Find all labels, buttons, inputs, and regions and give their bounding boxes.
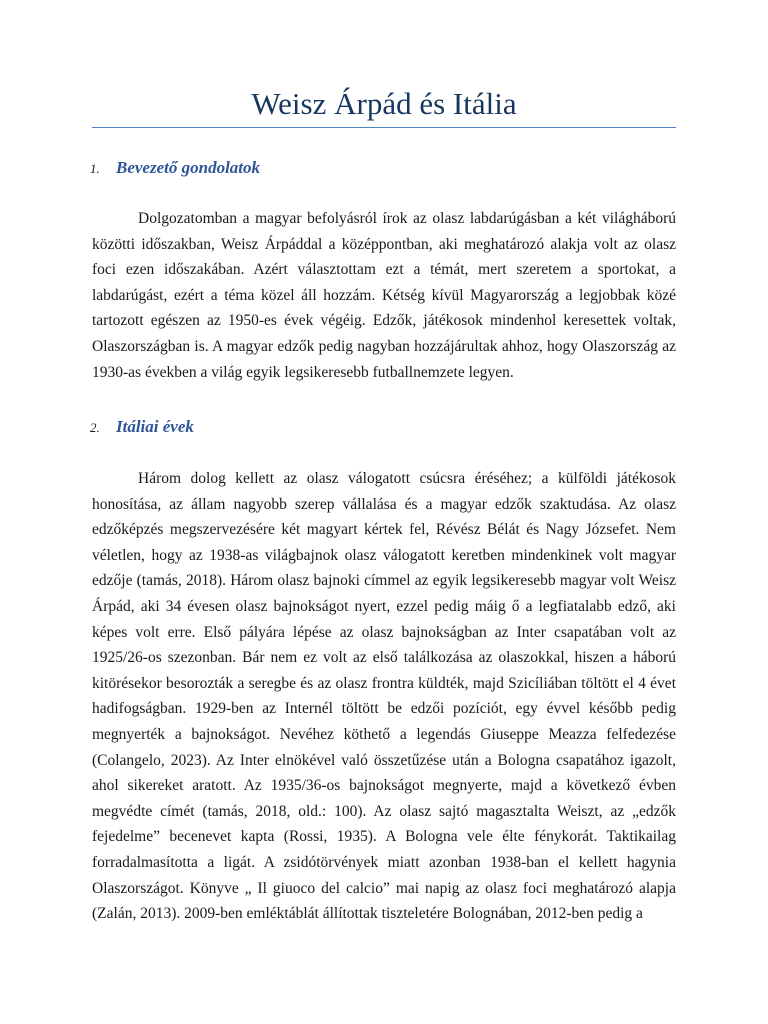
section-number-1: 1.: [90, 161, 100, 176]
section-paragraph-2: Három dolog kellett az olasz válogatott csúcsra éréséhez; a külföldi játékosok honosítása, az állam nagyobb szerep vállalása és a magyar edzők szaktudása. Az olasz edzőképzés megszervezésére két magyart kértek fel, Révész Bélát és Nagy Józsefet. Nem véletlen, hogy az 1938-as világbajnok olasz válogatott keretben mindenkinek volt magyar edzője (tamás, 2018). Három olasz bajnoki címmel az egyik legsikeresebb magyar volt Weisz Árpád, aki 34 évesen olasz bajnokságot nyert, ezzel pedig máig ő a legfiatalabb edző, aki képes volt erre. Első pályára lépése az olasz bajnokságban az Inter csapatában volt az 1925/26-os szezonban. Bár nem ez volt az első találkozása az olaszokkal, hiszen a háború kitörésekor besorozták a seregbe és az olasz frontra küldték, majd Szicíliában töltött el 4 évet hadifogságban. 1929-ben az Internél töltött be edzői pozíciót, egy évvel később pedig megnyerték a bajnokságot. Nevéhez köthető a legendás Giuseppe Meazza felfedezése (Colangelo, 2023). Az Inter elnökével való összetűzése után a Bologna csapatához igazolt, ahol sikereket aratott. Az 1935/36-os bajnokságot megnyerte, majd a következő évben megvédte címét (tamás, 2018, old.: 100). Az olasz sajtó magasztalta Weiszt, az „edzők fejedelme” becenevet kapta (Rossi, 1935). A Bologna vele élte fénykorát. Taktikailag forradalmasította a ligát. A zsidótörvények miatt azonban 1938-ban el kellett hagynia Olaszországot. Könyve „ Il giuoco del calcio” mai napig az olasz foci meghatározó alapja (Zalán, 2013). 2009-ben emléktáblát állítottak tiszteletére Bolognában, 2012-ben pedig a: [92, 470, 676, 923]
section-paragraph-1: Dolgozatomban a magyar befolyásról írok az olasz labdarúgásban a két világháború közötti időszakban, Weisz Árpáddal a középpontban, aki meghatározó alakja volt az olasz foci ezen időszakában. Azért választottam ezt a témát, mert szeretem a sportokat, a labdarúgást, ezért a téma közel áll hozzám. Kétség kívül Magyarország a legjobbak közé tartozott egészen az 1950-es évek végéig. Edzők, játékosok mindenhol keresettek voltak, Olaszországban is. A magyar edzők pedig nagyban hozzájárultak ahhoz, hogy Olaszország az 1930-as években a világ egyik legsikeresebb futballnemzete legyen.: [92, 210, 676, 381]
title-underline: [92, 127, 676, 128]
section-heading-1: [90, 157, 674, 180]
section-title-2: Itáliai évek: [116, 417, 194, 436]
section-number-2: 2.: [90, 420, 100, 435]
section-title-1: Bevezető gondolatok: [116, 158, 261, 177]
section-heading-2: [90, 416, 674, 439]
document-title: Weisz Árpád és Itália: [251, 86, 517, 121]
